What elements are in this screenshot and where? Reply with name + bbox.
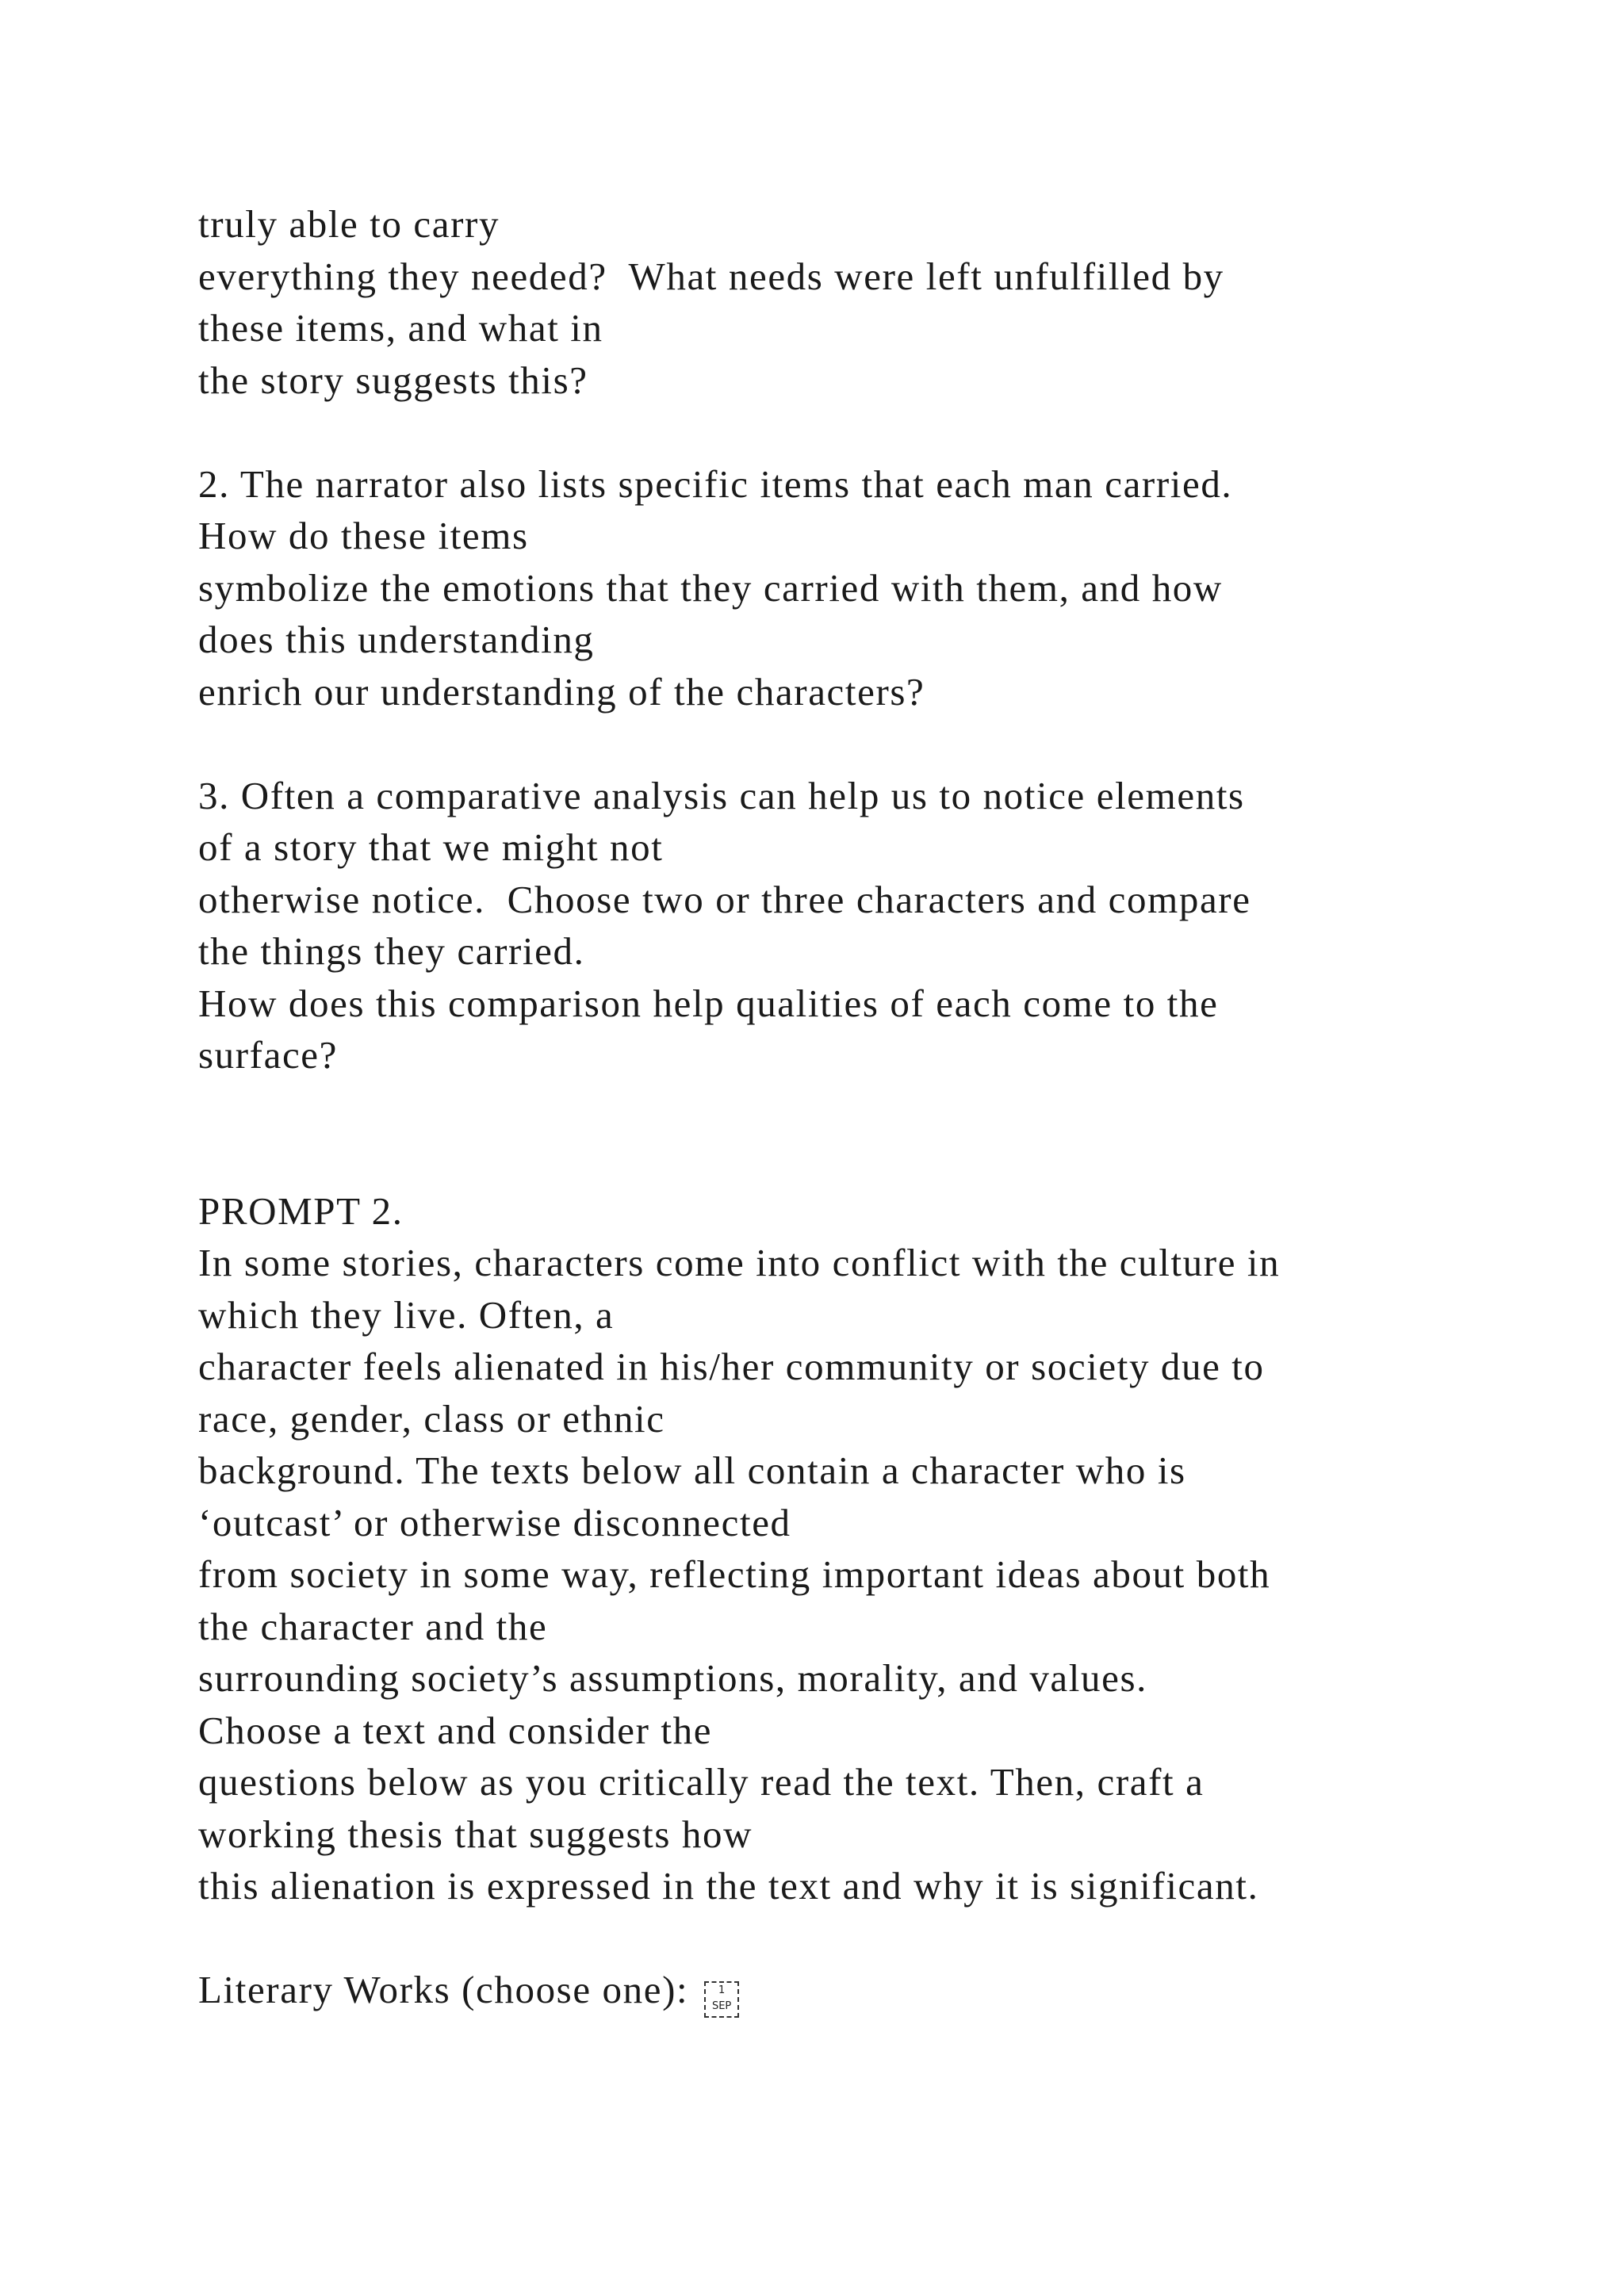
text-line: everything they needed? What needs were left unfulfilled by (198, 254, 1224, 298)
text-line: 3. Often a comparative analysis can help us to notice elements (198, 773, 1245, 817)
text-line: 2. The narrator also lists specific items that each man carried. (198, 461, 1233, 506)
paragraph-spacer (198, 406, 1546, 458)
text-line: character feels alienated in his/her community or society due to (198, 1345, 1265, 1388)
text-line: the things they carried. (198, 929, 585, 973)
section-spacer (198, 1081, 1546, 1185)
text-line: these items, and what in (198, 306, 603, 350)
text-line: the character and the (198, 1604, 548, 1648)
text-line: How does this comparison help qualities of each come to the (198, 981, 1219, 1025)
text-line: How do these items (198, 514, 529, 557)
text-line: which they live. Often, a (198, 1292, 615, 1337)
text-line: working thesis that suggests how (198, 1812, 753, 1856)
text-line: race, gender, class or ethnic (198, 1396, 665, 1441)
sep-glyph-top: 1 (718, 1984, 726, 1996)
text-line: does this understanding (198, 618, 595, 661)
text-line: background. The texts below all contain a character who is (198, 1448, 1186, 1492)
text-line: enrich our understanding of the characters? (198, 669, 925, 714)
document-body (198, 198, 1546, 2016)
literary-works-line (198, 1964, 1546, 2016)
text-line: questions below as you critically read the text. Then, craft a (198, 1760, 1205, 1804)
text-line: truly able to carry (198, 202, 500, 246)
prompt-heading: PROMPT 2. (198, 1188, 404, 1233)
text-line: Choose a text and consider the (198, 1708, 713, 1752)
text-line: otherwise notice. Choose two or three characters and compare (198, 877, 1251, 921)
text-line: surrounding society’s assumptions, morality, and values. (198, 1656, 1147, 1700)
text-line: symbolize the emotions that they carried with them, and how (198, 565, 1223, 610)
separator-glyph-icon (704, 1981, 739, 2018)
text-line: of a story that we might not (198, 825, 664, 869)
sep-glyph-bottom: SEP (711, 2000, 732, 2012)
text-line: this alienation is expressed in the text and why it is significant. (198, 1864, 1259, 1908)
paragraph-spacer (198, 1912, 1546, 1965)
text-line: ‘outcast’ or otherwise disconnected (198, 1500, 791, 1544)
paragraph-spacer (198, 718, 1546, 770)
text-line: surface? (198, 1033, 338, 1077)
literary-works-label: Literary Works (choose one): (198, 1968, 700, 2011)
text-line: the story suggests this? (198, 358, 588, 402)
text-line: In some stories, characters come into conflict with the culture in (198, 1241, 1281, 1284)
text-line: from society in some way, reflecting important ideas about both (198, 1552, 1271, 1596)
